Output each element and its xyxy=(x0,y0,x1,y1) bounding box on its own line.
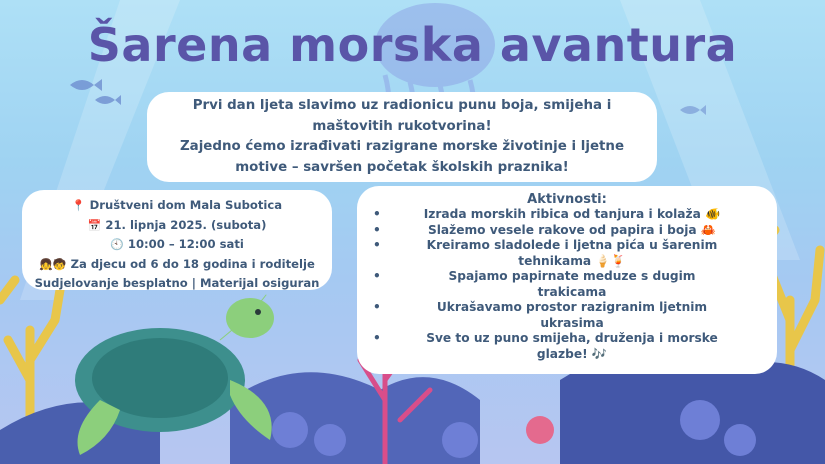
intro-line: Prvi dan ljeta slavimo uz radionicu punu boja, smijeha i xyxy=(192,98,612,113)
time-row xyxy=(22,235,332,255)
location-text: Društveni dom Mala Subotica xyxy=(89,198,283,212)
coral-icon xyxy=(526,416,554,444)
list-item-text: ukrasima xyxy=(540,315,604,330)
list-item xyxy=(385,331,759,362)
audience-row xyxy=(22,255,332,275)
list-item xyxy=(385,223,759,239)
list-item-text: • Spajamo papirnate meduze s dugim xyxy=(448,269,696,283)
list-item-text: • Kreiramo sladolede i ljetna pića u šarenim xyxy=(426,238,718,252)
date-text: 21. lipnja 2025. (subota) xyxy=(105,217,267,232)
note-row xyxy=(22,274,332,293)
list-item-text: • Izrada morskih ribica od tanjura i kolaža 🐠 xyxy=(423,207,721,221)
intro-line: Zajedno ćemo izrađivati razigrane morske životinje i ljetne xyxy=(179,139,625,154)
note-text: Sudjelovanje besplatno | Materijal osiguran xyxy=(34,276,320,290)
page-title: Šarena morska avantura xyxy=(87,18,738,72)
list-item-text: • Sve to uz puno smijeha, druženja i morske xyxy=(426,331,718,345)
clock-icon: 🕙 xyxy=(110,238,124,251)
location-row xyxy=(22,196,332,216)
audience-text: Za djecu od 6 do 18 godina i roditelje xyxy=(70,256,315,271)
list-item xyxy=(385,300,759,331)
activities-heading: Aktivnosti: xyxy=(527,192,607,207)
activities-list xyxy=(357,207,777,362)
children-icon: 👧🧒 xyxy=(39,257,67,271)
list-item xyxy=(385,269,759,300)
event-info-box xyxy=(22,190,332,290)
list-item-text: • Ukrašavamo prostor razigranim ljetnim xyxy=(436,300,708,314)
pin-icon: 📍 xyxy=(71,199,86,212)
list-item-text: glazbe! 🎶 xyxy=(536,346,608,361)
calendar-icon: 📅 xyxy=(87,218,102,232)
list-item-text: • Slažemo vesele rakove od papira i boja 🦀 xyxy=(427,222,717,237)
list-item xyxy=(385,207,759,223)
list-item-text: trakicama xyxy=(537,284,607,299)
time-text: 10:00 – 12:00 sati xyxy=(127,237,244,251)
date-row xyxy=(22,216,332,236)
list-item-text: tehnikama 🍦🍹 xyxy=(518,253,626,268)
list-item xyxy=(385,238,759,269)
intro-line: motive – savršen početak školskih praznika! xyxy=(235,159,569,175)
activities-box xyxy=(357,186,777,374)
intro-box xyxy=(147,92,657,182)
intro-line: maštovitih rukotvorina! xyxy=(312,118,492,134)
